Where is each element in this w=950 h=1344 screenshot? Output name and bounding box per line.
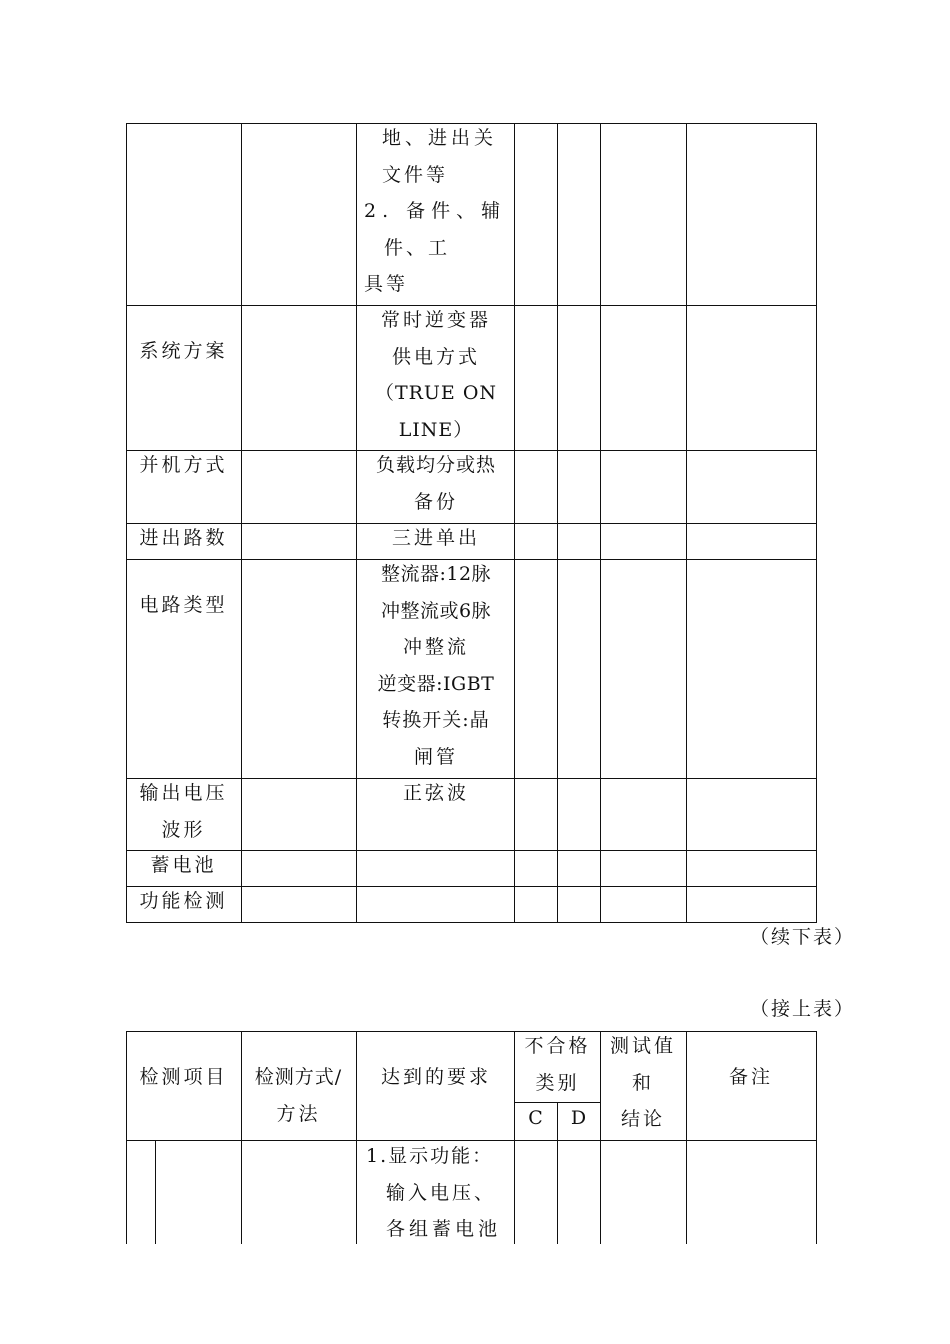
requirement-line: 件、工 <box>384 236 451 259</box>
header-method <box>241 1059 356 1132</box>
header-label: 备注 <box>728 1066 773 1088</box>
table-rule <box>557 123 558 923</box>
item-cell <box>126 587 241 624</box>
item-label: 系统方案 <box>139 340 228 362</box>
requirement-line: 具等 <box>364 273 409 295</box>
table-rule <box>816 1031 817 1244</box>
item-cell <box>126 883 241 920</box>
requirement-line: （TRUE ON <box>374 382 498 404</box>
header-category <box>514 1028 601 1101</box>
requirement-line: 供电方式 <box>391 345 480 368</box>
requirement-line: 各组蓄电池 <box>386 1218 502 1240</box>
header-result <box>600 1028 686 1138</box>
requirement-line: 转换开关:晶 <box>382 709 490 731</box>
requirement-line: 文件等 <box>382 163 449 186</box>
continued-note: （续下表） <box>750 926 856 948</box>
requirement-cell <box>358 447 514 520</box>
requirement-line: 冲整流或6脉 <box>380 599 492 622</box>
item-cell <box>126 847 241 884</box>
table-rule <box>600 123 601 923</box>
header-label: D <box>570 1107 587 1129</box>
header-label: 方法 <box>276 1102 321 1125</box>
table-rule <box>686 123 687 923</box>
item-cell <box>126 447 241 484</box>
requirement-line: 2. 备件、辅 <box>364 200 507 222</box>
header-label: 检测项目 <box>139 1066 228 1088</box>
table-rule <box>155 1140 156 1244</box>
requirement-line: 输入电压、 <box>386 1181 497 1204</box>
continuation-note: （接上表） <box>750 998 856 1020</box>
header-requirement <box>358 1059 514 1096</box>
requirement-line: 闸管 <box>413 745 458 768</box>
header-label: 不合格 <box>524 1035 591 1057</box>
requirement-line: LINE） <box>398 418 474 441</box>
requirement-line: 整流器:12脉 <box>380 563 492 585</box>
item-cell <box>126 775 241 848</box>
requirement-cell <box>358 775 514 812</box>
requirement-line: 逆变器:IGBT <box>377 672 495 695</box>
header-category-d <box>557 1100 600 1137</box>
header-label: 测试值 <box>609 1035 676 1057</box>
header-label: 检测方式/ <box>254 1066 343 1088</box>
requirement-line: 三进单出 <box>391 527 480 549</box>
item-label: 功能检测 <box>139 890 228 912</box>
requirement-line: 备份 <box>413 490 458 513</box>
header-category-c <box>514 1100 557 1137</box>
requirement-line: 冲整流 <box>402 636 469 658</box>
table-rule <box>126 922 817 923</box>
requirement-cell <box>366 1138 512 1248</box>
item-label: 蓄电池 <box>150 854 217 876</box>
requirement-cell <box>358 556 514 775</box>
item-label: 进出路数 <box>139 527 228 549</box>
header-label: C <box>528 1107 543 1129</box>
header-remarks <box>686 1059 816 1096</box>
table-rule <box>816 123 817 923</box>
table-rule <box>241 123 242 923</box>
header-item <box>126 1059 241 1096</box>
item-cell <box>126 520 241 557</box>
requirement-line: 负载均分或热 <box>375 454 496 476</box>
header-label: 类别 <box>535 1071 580 1094</box>
item-cell <box>126 333 241 370</box>
table-rule <box>126 1031 817 1032</box>
item-label: 波形 <box>161 818 206 841</box>
item-label: 并机方式 <box>139 454 228 476</box>
item-label: 电路类型 <box>139 594 228 616</box>
item-label: 输出电压 <box>139 782 228 804</box>
requirement-line: 常时逆变器 <box>380 309 491 331</box>
header-label: 达到的要求 <box>380 1066 491 1088</box>
requirement-line: 1.显示功能： <box>366 1145 494 1167</box>
header-label: 结论 <box>620 1108 665 1130</box>
requirement-line: 正弦波 <box>402 782 469 804</box>
table-rule <box>514 123 515 923</box>
requirement-cell <box>364 120 512 303</box>
header-label: 和 <box>631 1071 654 1094</box>
requirement-cell <box>358 302 514 448</box>
requirement-line: 地、进出关 <box>382 127 498 149</box>
requirement-cell <box>358 520 514 557</box>
